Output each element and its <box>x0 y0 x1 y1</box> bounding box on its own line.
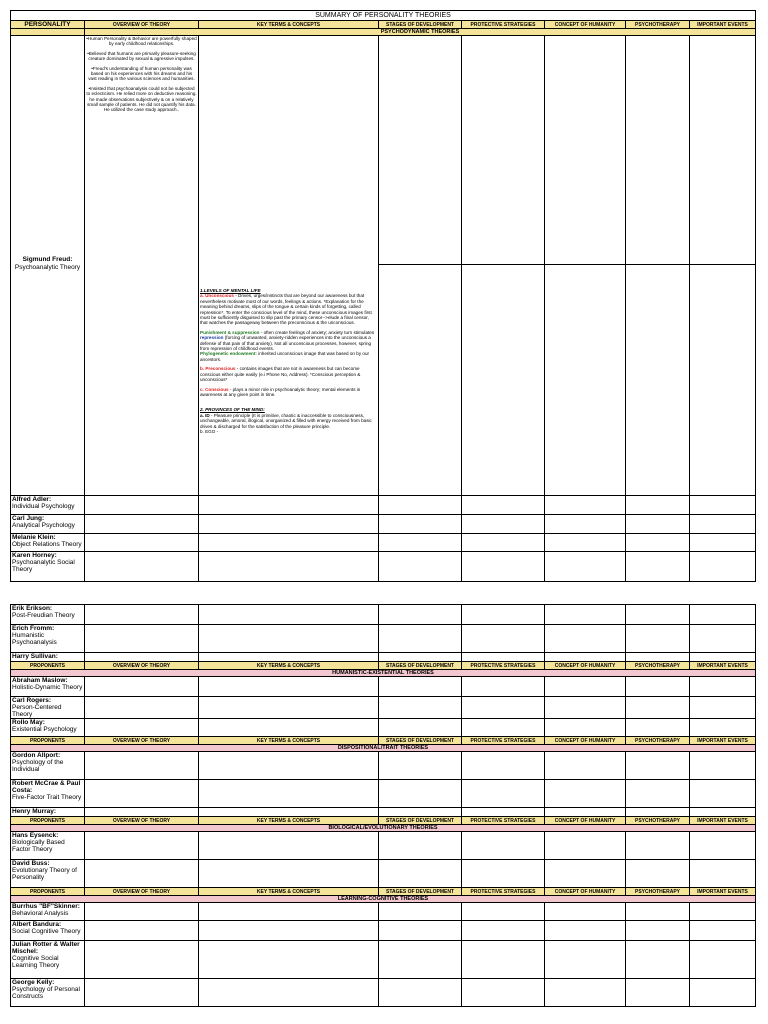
proponent-cell: Erich Fromm: Humanistic Psychoanalysis <box>11 625 85 653</box>
proponent-cell: Abraham Maslow: Holistic-Dynamic Theory <box>11 677 85 697</box>
col-header-key-terms: KEY TERMS & CONCEPTS <box>199 21 379 29</box>
col-header-personality: PERSONALITY <box>11 21 85 29</box>
section-title-learning: LEARNING-COGNITIVE THEORIES <box>11 896 756 903</box>
proponent-cell: David Buss: Evolutionary Theory of Personality <box>11 860 85 888</box>
proponent-freud: Sigmund Freud: Psychoanalytic Theory <box>11 36 85 496</box>
table-row <box>11 979 756 1007</box>
column-header-row: PROPONENTS OVERVIEW OF THEORY KEY TERMS & CONCEPTS STAGES OF DEVELOPMENT PROTECTIVE STRATEGIES CONCEPT OF HUMANITY PSYCHOTHERAPY IMPORTANT EVENTS <box>11 662 756 670</box>
table-row <box>11 552 756 582</box>
proponent-cell: Carl Jung: Analytical Psychology <box>11 515 85 534</box>
column-header-row <box>11 21 756 29</box>
events-freud <box>690 36 756 496</box>
stages-freud <box>379 36 462 496</box>
proponent-cell: Julian Rotter & Walter Mischel: Cognitive Social Learning Theory <box>11 941 85 979</box>
table-row <box>11 677 756 697</box>
table-row <box>11 860 756 888</box>
col-header-humanity: CONCEPT OF HUMANITY <box>545 21 626 29</box>
col-header-protective: PROTECTIVE STRATEGIES <box>462 21 545 29</box>
overview-freud: •Human Personality & Behavior are powerfully shaped by early childhood relationships. •Believed that humans are primarily pleasure-seeking creature dominated by sexual & agressive impulses. •Freud's understanding of human personality was based on his experiences with his dreams and his vast reading in the various sciences and humanities. •Insisted that psychoanalysis could not be subjected to eclecticism. He relied more on deductive reasoning. he made observations subjectively & on a relatively small sample of patients. He did not quantify his data. He utilized the case study approach.. <box>85 36 199 496</box>
section-title-dispositional: DISPOSITIONAL/TRAIT THEORIES <box>11 745 756 752</box>
psychotherapy-freud <box>626 36 690 496</box>
table-row <box>11 808 756 817</box>
proponent-cell: Gordon Allport: Psychology of the Individual <box>11 752 85 780</box>
key-terms-freud: 1.LEVELS OF MENTAL LIFE a. Unconscious - Drives, urges/instincts that are beyond our awareness but that nevertheless motivate most of our words, feelings & actions. *Explanation for the meaning behind dreams, slips of the tongue & certain kinds of forgetting, called repression*. To enter the conscious level of the mind, these unconscious images first must be sufficiently disguised to slip past the primary censor-->elude a final censor, that watches the passageway between the preconscious & the unconscious. Punishment & suppression - often create feelings of anxiety; anxiety turn stimulates repression (forcing of unwanted, anxiety-ridden experiences into the unconscious a defense of that pain of that anxiety). Not all unconscious processes, however, spring from repression of childhood events. Phylogenetic endowment: inherited unconscious image that was based on by our ancestors. b. Preconscious - contains images that are not in awareness but can become conscious either quite easily (e.i Phone No, Address). *Conscious perception & unconscious* c. Conscious - plays a minor role in psychoanalytic theory; mental elements in awareness at any given point in time. 2. PROVINCES OF THE MIND: a. ID - Pleasure principle (It is primitive, chaotic & inaccessible to consciousness, unchangeable, amoral, illogical, unorganized & filled with energy received from basic drives & discharged for the satisfaction of the pleasure principle. b. EGO - <box>199 36 379 496</box>
proponent-cell: Robert McCrae & Paul Costa: Five-Factor Trait Theory <box>11 780 85 808</box>
personality-theories-table-page-2 <box>10 604 755 1007</box>
proponent-cell: Alfred Adler: Individual Psychology <box>11 496 85 515</box>
title-row <box>11 11 756 21</box>
personality-theories-table-page-1 <box>10 10 755 582</box>
table-row <box>11 605 756 625</box>
table-row <box>11 921 756 941</box>
proponent-cell: Henry Murray: <box>11 808 85 817</box>
table-row <box>11 515 756 534</box>
table-row <box>11 752 756 780</box>
col-header-stages: STAGES OF DEVELOPMENT <box>379 21 462 29</box>
table-row <box>11 832 756 860</box>
section-title-biological: BIOLOGICAL/EVOLUTIONARY THEORIES <box>11 825 756 832</box>
proponent-cell: Karen Horney: Psychoanalytic Social Theory <box>11 552 85 582</box>
table-row <box>11 719 756 737</box>
col-header-psychotherapy: PSYCHOTHERAPY <box>626 21 690 29</box>
column-header-row: PROPONENTS OVERVIEW OF THEORY KEY TERMS & CONCEPTS STAGES OF DEVELOPMENT PROTECTIVE STRATEGIES CONCEPT OF HUMANITY PSYCHOTHERAPY IMPORTANT EVENTS <box>11 737 756 745</box>
section-row-humanistic <box>11 670 756 677</box>
column-header-row: PROPONENTS OVERVIEW OF THEORY KEY TERMS & CONCEPTS STAGES OF DEVELOPMENT PROTECTIVE STRATEGIES CONCEPT OF HUMANITY PSYCHOTHERAPY IMPORTANT EVENTS <box>11 817 756 825</box>
column-header-row: PROPONENTS OVERVIEW OF THEORY KEY TERMS & CONCEPTS STAGES OF DEVELOPMENT PROTECTIVE STRATEGIES CONCEPT OF HUMANITY PSYCHOTHERAPY IMPORTANT EVENTS <box>11 888 756 896</box>
table-row <box>11 496 756 515</box>
section-title-psychodynamic: PSYCHODYNAMIC THEORIES <box>85 29 756 36</box>
proponent-cell: Erik Erikson: Post-Freudian Theory <box>11 605 85 625</box>
document-title: SUMMARY OF PERSONALITY THEORIES <box>11 11 756 21</box>
proponent-cell: George Kelly: Psychology of Personal Constructs <box>11 979 85 1007</box>
table-row <box>11 625 756 653</box>
col-header-events: IMPORTANT EVENTS <box>690 21 756 29</box>
section-row-learning <box>11 896 756 903</box>
proponent-cell: Harry Sullivan: <box>11 653 85 662</box>
proponent-cell: Rollo May: Existential Psychology <box>11 719 85 737</box>
proponent-cell: Melanie Klein: Object Relations Theory <box>11 534 85 552</box>
protective-freud <box>462 36 545 496</box>
section-row-dispositional <box>11 745 756 752</box>
table-row <box>11 941 756 979</box>
proponent-cell: Hans Eysenck: Biologically Based Factor Theory <box>11 832 85 860</box>
proponent-cell: Burrhus "BF"Skinner: Behavioral Analysis <box>11 903 85 921</box>
proponent-cell: Albert Bandura: Social Cognitive Theory <box>11 921 85 941</box>
section-row-biological <box>11 825 756 832</box>
col-header-overview: OVERVIEW OF THEORY <box>85 21 199 29</box>
section-row-psychodynamic <box>11 29 756 36</box>
proponent-cell: Carl Rogers: Person-Centered Theory <box>11 697 85 719</box>
section-title-humanistic: HUMANISTIC-EXISTENTIAL THEORIES <box>11 670 756 677</box>
table-row <box>11 903 756 921</box>
table-row <box>11 780 756 808</box>
table-row <box>11 534 756 552</box>
humanity-freud <box>545 36 626 496</box>
table-row <box>11 697 756 719</box>
table-row-freud <box>11 36 756 496</box>
table-row <box>11 653 756 662</box>
